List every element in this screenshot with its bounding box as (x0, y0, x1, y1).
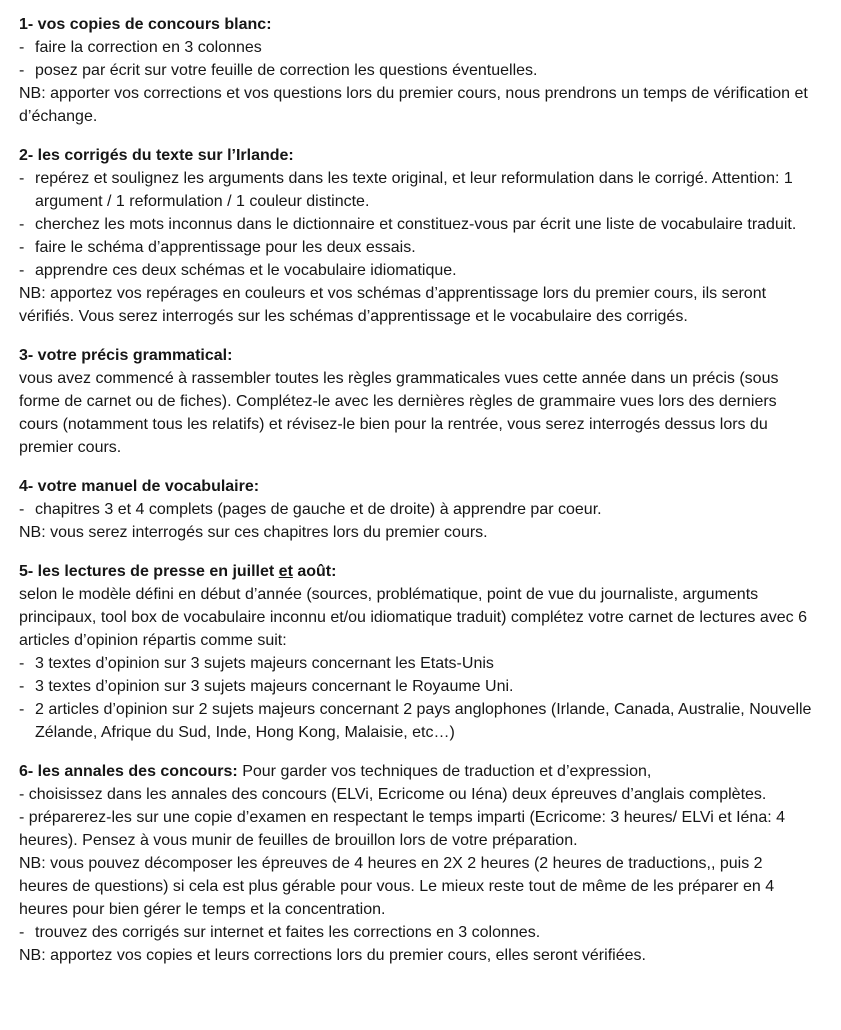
section-heading (19, 144, 815, 167)
paragraph: - préparerez-les sur une copie d’examen en respectant le temps imparti (Ecricome: 3 heures/ ELVi et Iéna: 4 heures). Pensez à vous munir de feuilles de brouillon lors de votre préparation. (19, 809, 786, 849)
bullet-text: repérez et soulignez les arguments dans les texte original, et leur reformulation dans le corrigé. Attention: 1 argument / 1 reformulation / 1 couleur distincte. (35, 170, 793, 210)
bullet-text: 3 textes d’opinion sur 3 sujets majeurs concernant le Royaume Uni. (35, 678, 514, 695)
bullet-dash: - (19, 216, 25, 233)
heading-bold-text: 1- vos copies de concours blanc: (19, 16, 272, 33)
heading-bold-text: août: (292, 563, 337, 580)
bullet-text: cherchez les mots inconnus dans le dictionnaire et constituez-vous par écrit une liste de vocabulaire traduit. (35, 216, 797, 233)
section-heading (19, 344, 815, 367)
bullet-text: 2 articles d’opinion sur 2 sujets majeurs concernant 2 pays anglophones (Irlande, Canada, Australie, Nouvelle Zélande, Afrique du Sud, Inde, Hong Kong, Malaisie, etc…) (35, 701, 812, 741)
bullet-item (19, 498, 815, 521)
paragraph: vous avez commencé à rassembler toutes les règles grammaticales vues cette année dans un précis (sous forme de carnet ou de fiches). Complétez-le avec les dernières règles de grammaire vues lors des derniers cours (notamment tous les relatifs) et révisez-le bien pour la rentrée, vous serez interrogés dessus lors du premier cours. (19, 370, 779, 456)
section-1 (19, 13, 815, 128)
bullet-item (19, 36, 815, 59)
heading-bold-text: 3- votre précis grammatical: (19, 347, 233, 364)
paragraph: - choisissez dans les annales des concours (ELVi, Ecricome ou Iéna) deux épreuves d’anglais complètes. (19, 786, 767, 803)
heading-bold-text: 4- votre manuel de vocabulaire: (19, 478, 260, 495)
bullet-item (19, 213, 815, 236)
bullet-item (19, 921, 815, 944)
bullet-text: apprendre ces deux schémas et le vocabulaire idiomatique. (35, 262, 457, 279)
section-2 (19, 144, 815, 328)
bullet-dash: - (19, 655, 25, 672)
bullet-item (19, 259, 815, 282)
heading-bold-text: 6- les annales des concours: (19, 763, 238, 780)
section-3 (19, 344, 815, 459)
bullet-dash: - (19, 39, 25, 56)
bullet-dash: - (19, 62, 25, 79)
paragraph: selon le modèle défini en début d’année (sources, problématique, point de vue du journaliste, arguments principaux, tool box de vocabulaire inconnu et/ou idiomatique traduit) complétez votre carnet de lectures avec 6 articles d’opinion répartis comme suit: (19, 586, 808, 649)
paragraph: NB: apportez vos copies et leurs corrections lors du premier cours, elles seront vérifiées. (19, 947, 646, 964)
paragraph: NB: vous pouvez décomposer les épreuves de 4 heures en 2X 2 heures (2 heures de traductions,, puis 2 heures de questions) si cela est plus gérable pour vous. Le mieux reste tout de même de les préparer en 4 heures pour bien gérer le temps et la concentration. (19, 855, 775, 918)
bullet-item (19, 652, 815, 675)
bullet-text: chapitres 3 et 4 complets (pages de gauche et de droite) à apprendre par coeur. (35, 501, 602, 518)
section-heading (19, 13, 815, 36)
bullet-dash: - (19, 262, 25, 279)
heading-bold-text: 5- les lectures de presse en juillet (19, 563, 279, 580)
bullet-text: faire la correction en 3 colonnes (35, 39, 262, 56)
bullet-text: 3 textes d’opinion sur 3 sujets majeurs concernant les Etats-Unis (35, 655, 494, 672)
bullet-text: trouvez des corrigés sur internet et faites les corrections en 3 colonnes. (35, 924, 541, 941)
section-5 (19, 560, 815, 744)
paragraph: NB: apportez vos repérages en couleurs et vos schémas d’apprentissage lors du premier cours, ils seront vérifiés. Vous serez interrogés sur les schémas d’apprentissage et le vocabulaire des corrigés. (19, 285, 767, 325)
section-6 (19, 760, 815, 967)
bullet-dash: - (19, 924, 25, 941)
bullet-text: posez par écrit sur votre feuille de correction les questions éventuelles. (35, 62, 538, 79)
section-4 (19, 475, 815, 544)
bullet-item (19, 236, 815, 259)
heading-normal-text: Pour garder vos techniques de traduction et d’expression, (237, 763, 652, 780)
bullet-item (19, 167, 815, 213)
bullet-dash: - (19, 501, 25, 518)
section-heading (19, 475, 815, 498)
heading-underlined-word: et (278, 563, 293, 580)
bullet-dash: - (19, 678, 25, 695)
heading-bold-text: 2- les corrigés du texte sur l’Irlande: (19, 147, 294, 164)
paragraph: NB: vous serez interrogés sur ces chapitres lors du premier cours. (19, 524, 488, 541)
paragraph: NB: apporter vos corrections et vos questions lors du premier cours, nous prendrons un temps de vérification et d’échange. (19, 85, 808, 125)
bullet-item (19, 675, 815, 698)
bullet-item (19, 59, 815, 82)
bullet-text: faire le schéma d’apprentissage pour les deux essais. (35, 239, 416, 256)
bullet-dash: - (19, 701, 25, 718)
section-heading (19, 560, 815, 583)
bullet-dash: - (19, 170, 25, 187)
bullet-dash: - (19, 239, 25, 256)
bullet-item (19, 698, 815, 744)
section-heading (19, 760, 815, 783)
